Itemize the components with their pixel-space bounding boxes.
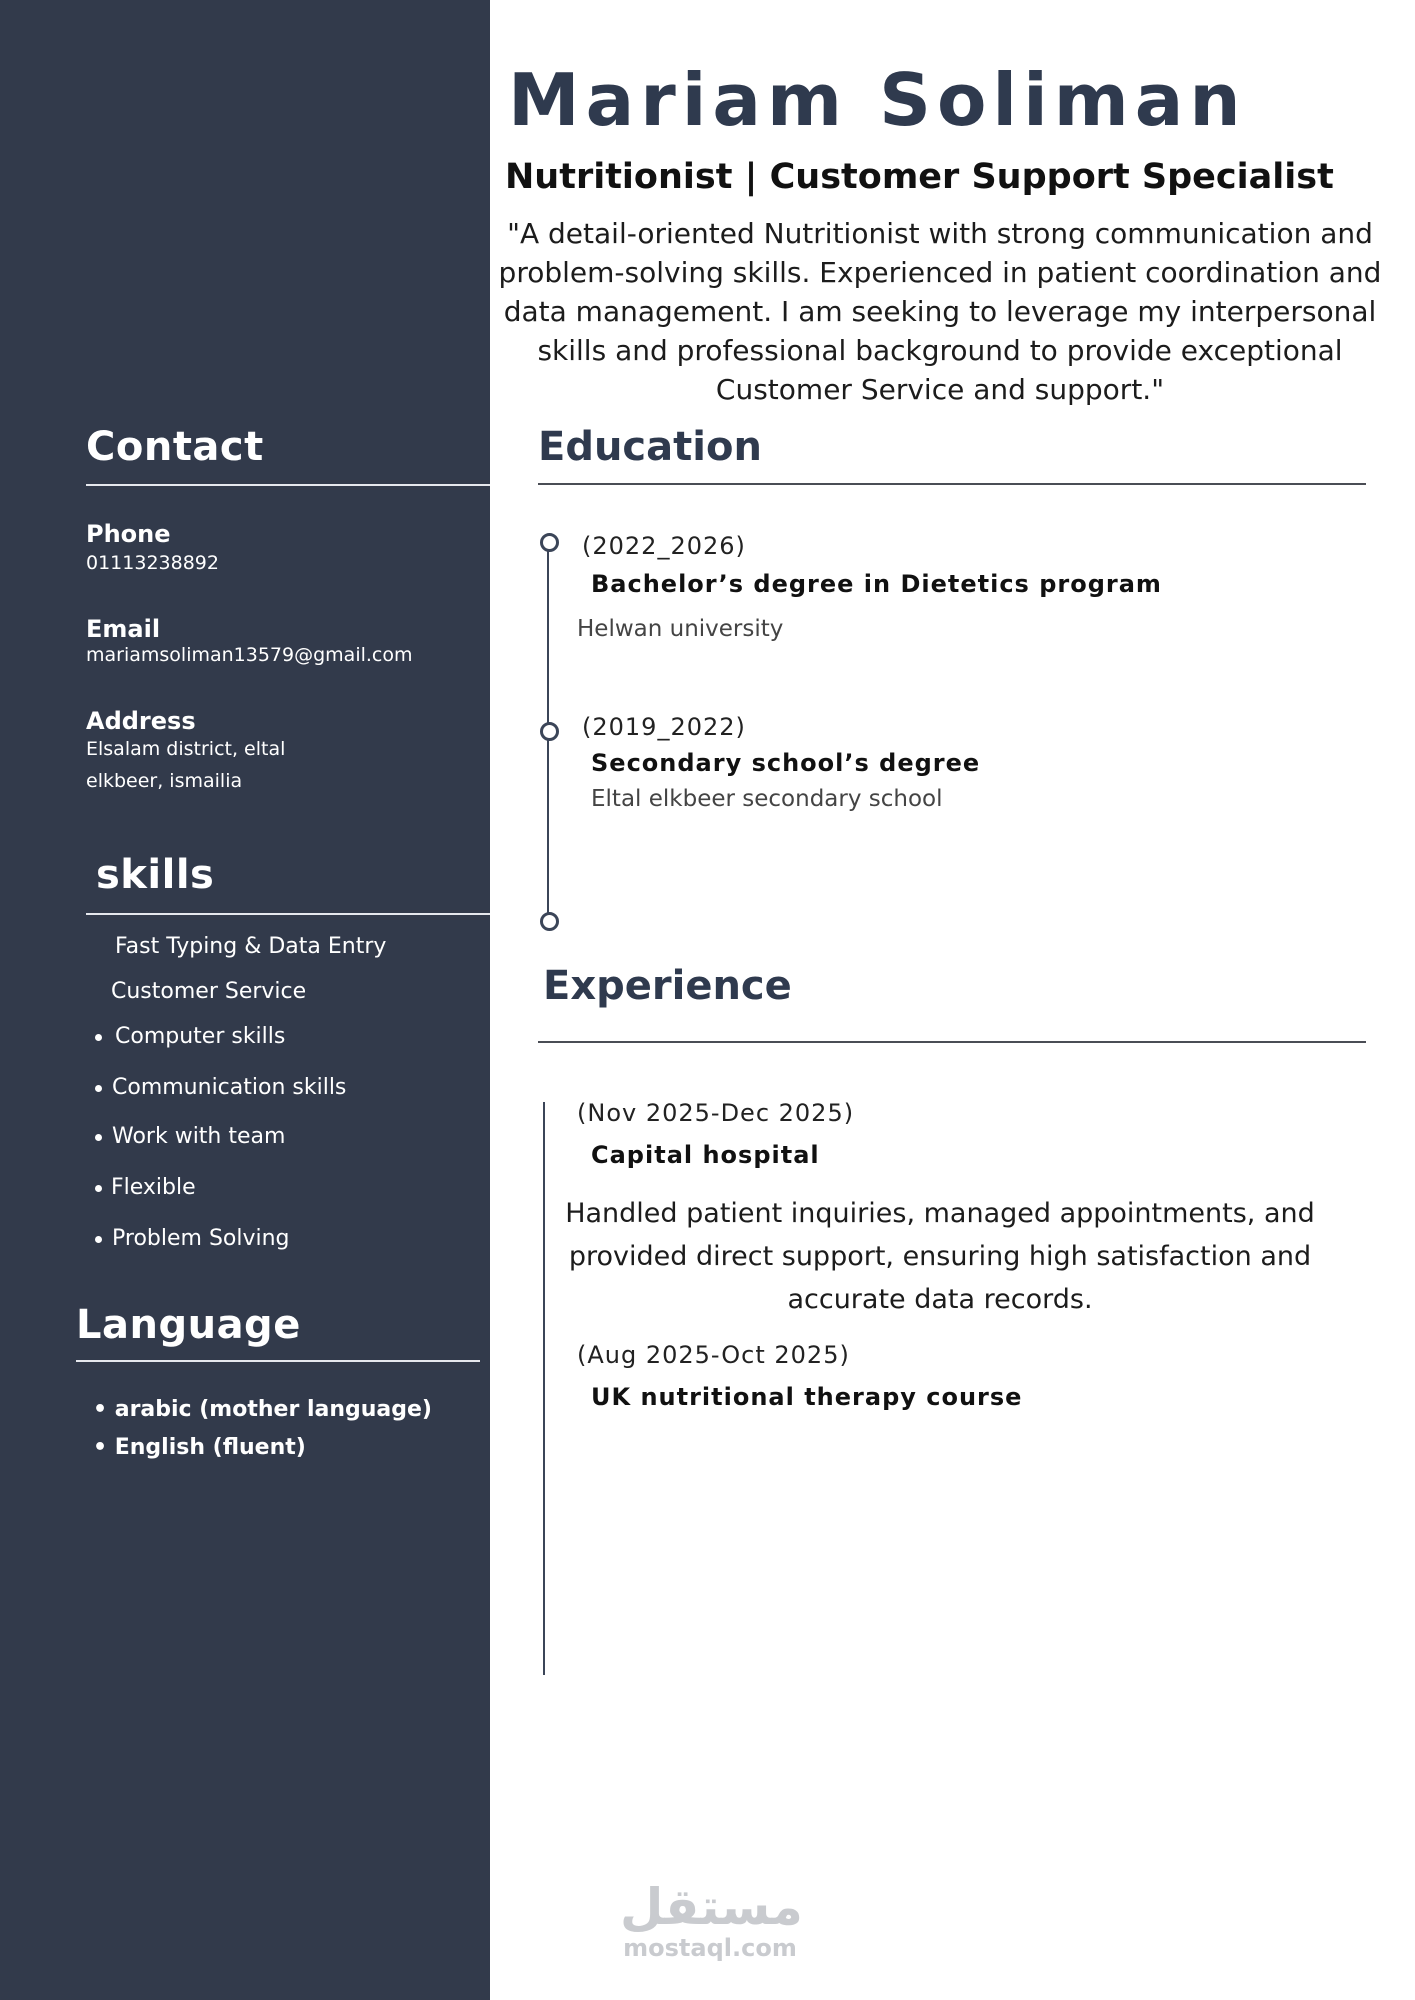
profile-summary: "A detail-oriented Nutritionist with strong communication and problem-solving skills. Experienced in patient coordination and data management. I am seeking to leverage my interpersonal skills and professional background to provide exceptional Customer Service and support."	[498, 217, 1382, 406]
skill-item: Flexible	[111, 1175, 196, 1200]
timeline-dot-icon	[540, 912, 559, 931]
skill-item: Customer Service	[111, 979, 307, 1004]
skill-item: Communication skills	[112, 1075, 347, 1100]
skill-item: Work with team	[112, 1124, 286, 1149]
education-date: (2019_2022)	[582, 713, 746, 741]
experience-timeline	[543, 1102, 545, 1675]
contact-divider	[86, 484, 490, 486]
bullet-icon	[95, 1085, 102, 1092]
education-date: (2022_2026)	[582, 532, 746, 560]
education-heading: Education	[538, 424, 762, 470]
watermark-logo: مستقل	[620, 1878, 803, 1936]
education-school: Helwan university	[577, 616, 784, 642]
email-value: mariamsoliman13579@gmail.com	[86, 644, 413, 666]
mostaql-watermark	[620, 1878, 803, 1962]
timeline-dot-icon	[540, 722, 559, 741]
experience-place: UK nutritional therapy course	[591, 1383, 1023, 1411]
bullet-icon	[95, 1034, 102, 1041]
address-line-1: Elsalam district, eltal	[86, 738, 286, 760]
candidate-name: Mariam Soliman	[508, 58, 1247, 142]
contact-heading: Contact	[86, 424, 264, 470]
experience-heading: Experience	[543, 963, 792, 1009]
bullet-icon	[95, 1134, 102, 1141]
job-title: Nutritionist | Customer Support Specialist	[505, 157, 1334, 197]
skills-divider	[86, 913, 490, 915]
experience-divider	[538, 1041, 1366, 1043]
education-degree: Bachelor’s degree in Dietetics program	[591, 570, 1162, 598]
phone-value: 01113238892	[86, 552, 219, 574]
experience-place: Capital hospital	[591, 1141, 820, 1169]
bullet-icon	[95, 1236, 102, 1243]
education-divider	[538, 483, 1366, 485]
bullet-icon	[95, 1185, 102, 1192]
skills-heading: skills	[96, 852, 215, 898]
experience-description: Handled patient inquiries, managed appointments, and provided direct support, ensuring high satisfaction and accurate data records.	[565, 1198, 1315, 1315]
experience-date: (Aug 2025-Oct 2025)	[577, 1341, 850, 1369]
skill-item: Computer skills	[115, 1024, 286, 1049]
timeline-dot-icon	[540, 533, 559, 552]
language-divider	[76, 1360, 480, 1362]
language-heading: Language	[76, 1302, 301, 1348]
phone-label: Phone	[86, 520, 171, 548]
email-label: Email	[86, 615, 161, 643]
education-school: Eltal elkbeer secondary school	[591, 786, 943, 812]
language-item: • arabic (mother language)	[93, 1397, 432, 1422]
experience-date: (Nov 2025-Dec 2025)	[577, 1099, 855, 1127]
watermark-url: mostaql.com	[623, 1934, 797, 1962]
language-item: • English (fluent)	[93, 1435, 306, 1460]
education-degree: Secondary school’s degree	[591, 749, 981, 777]
address-label: Address	[86, 707, 196, 735]
skill-item: Problem Solving	[112, 1226, 290, 1251]
skill-item: Fast Typing & Data Entry	[115, 934, 387, 959]
address-line-2: elkbeer, ismailia	[86, 770, 243, 792]
